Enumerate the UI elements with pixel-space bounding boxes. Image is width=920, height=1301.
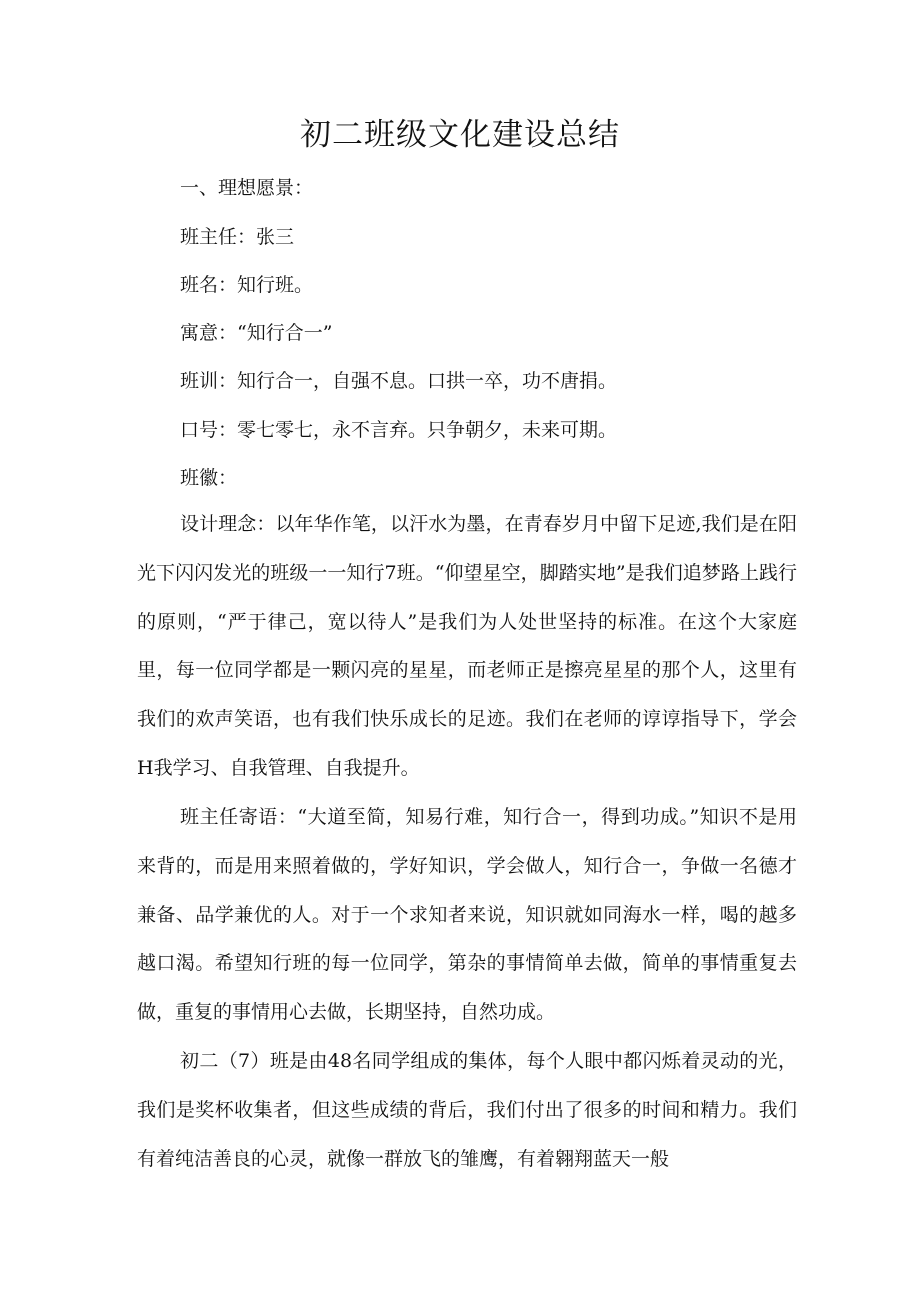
section-heading: 一、理想愿景：	[180, 177, 314, 199]
class-intro-paragraph: 初二（7）班是由48名同学组成的集体，每个人眼中都闪烁着灵动的光，我们是奖杯收集者，但这些成绩的背后，我们付出了很多的时间和精力。我们有着纯洁善良的心灵，就像一群放飞的雏鹰，有着翱翔蓝天一般	[137, 1050, 797, 1170]
head-teacher-line: 班主任：张三	[180, 226, 295, 248]
meaning-line: 寓意：“知行合一”	[180, 322, 333, 344]
motto-line: 班训：知行合一，自强不息。口拱一卒，功不唐捐。	[180, 370, 618, 392]
class-name-line: 班名：知行班。	[180, 274, 314, 296]
slogan-line: 口号：零七零七，永不言弃。只争朝夕，未来可期。	[180, 419, 618, 441]
teacher-message-paragraph: 班主任寄语：“大道至简，知易行难，知行合一，得到功成。”知识不是用来背的，而是用来照着做的，学好知识，学会做人，知行合一，争做一名德才兼备、品学兼优的人。对于一个求知者来说，知识就如同海水一样，喝的越多越口渴。希望知行班的每一位同学，第杂的事情简单去做，简单的事情重复去做，重复的事情用心去做，长期坚持，自然功成。	[137, 806, 797, 1024]
emblem-label: 班徽：	[180, 467, 238, 489]
design-concept-paragraph: 设计理念：以年华作笔，以汗水为墨，在青春岁月中留下足迹,我们是在阳光下闪闪发光的班级一一知行7班。“仰望星空，脚踏实地”是我们追梦路上践行的原则，“严于律己，宽以待人”是我们为人处世坚持的标准。在这个大家庭里，每一位同学都是一颗闪亮的星星，而老师正是擦亮星星的那个人，这里有我们的欢声笑语，也有我们快乐成长的足迹。我们在老师的谆谆指导下，学会H我学习、自我管理、自我提升。	[137, 513, 797, 779]
document-title: 初二班级文化建设总结	[300, 117, 620, 153]
